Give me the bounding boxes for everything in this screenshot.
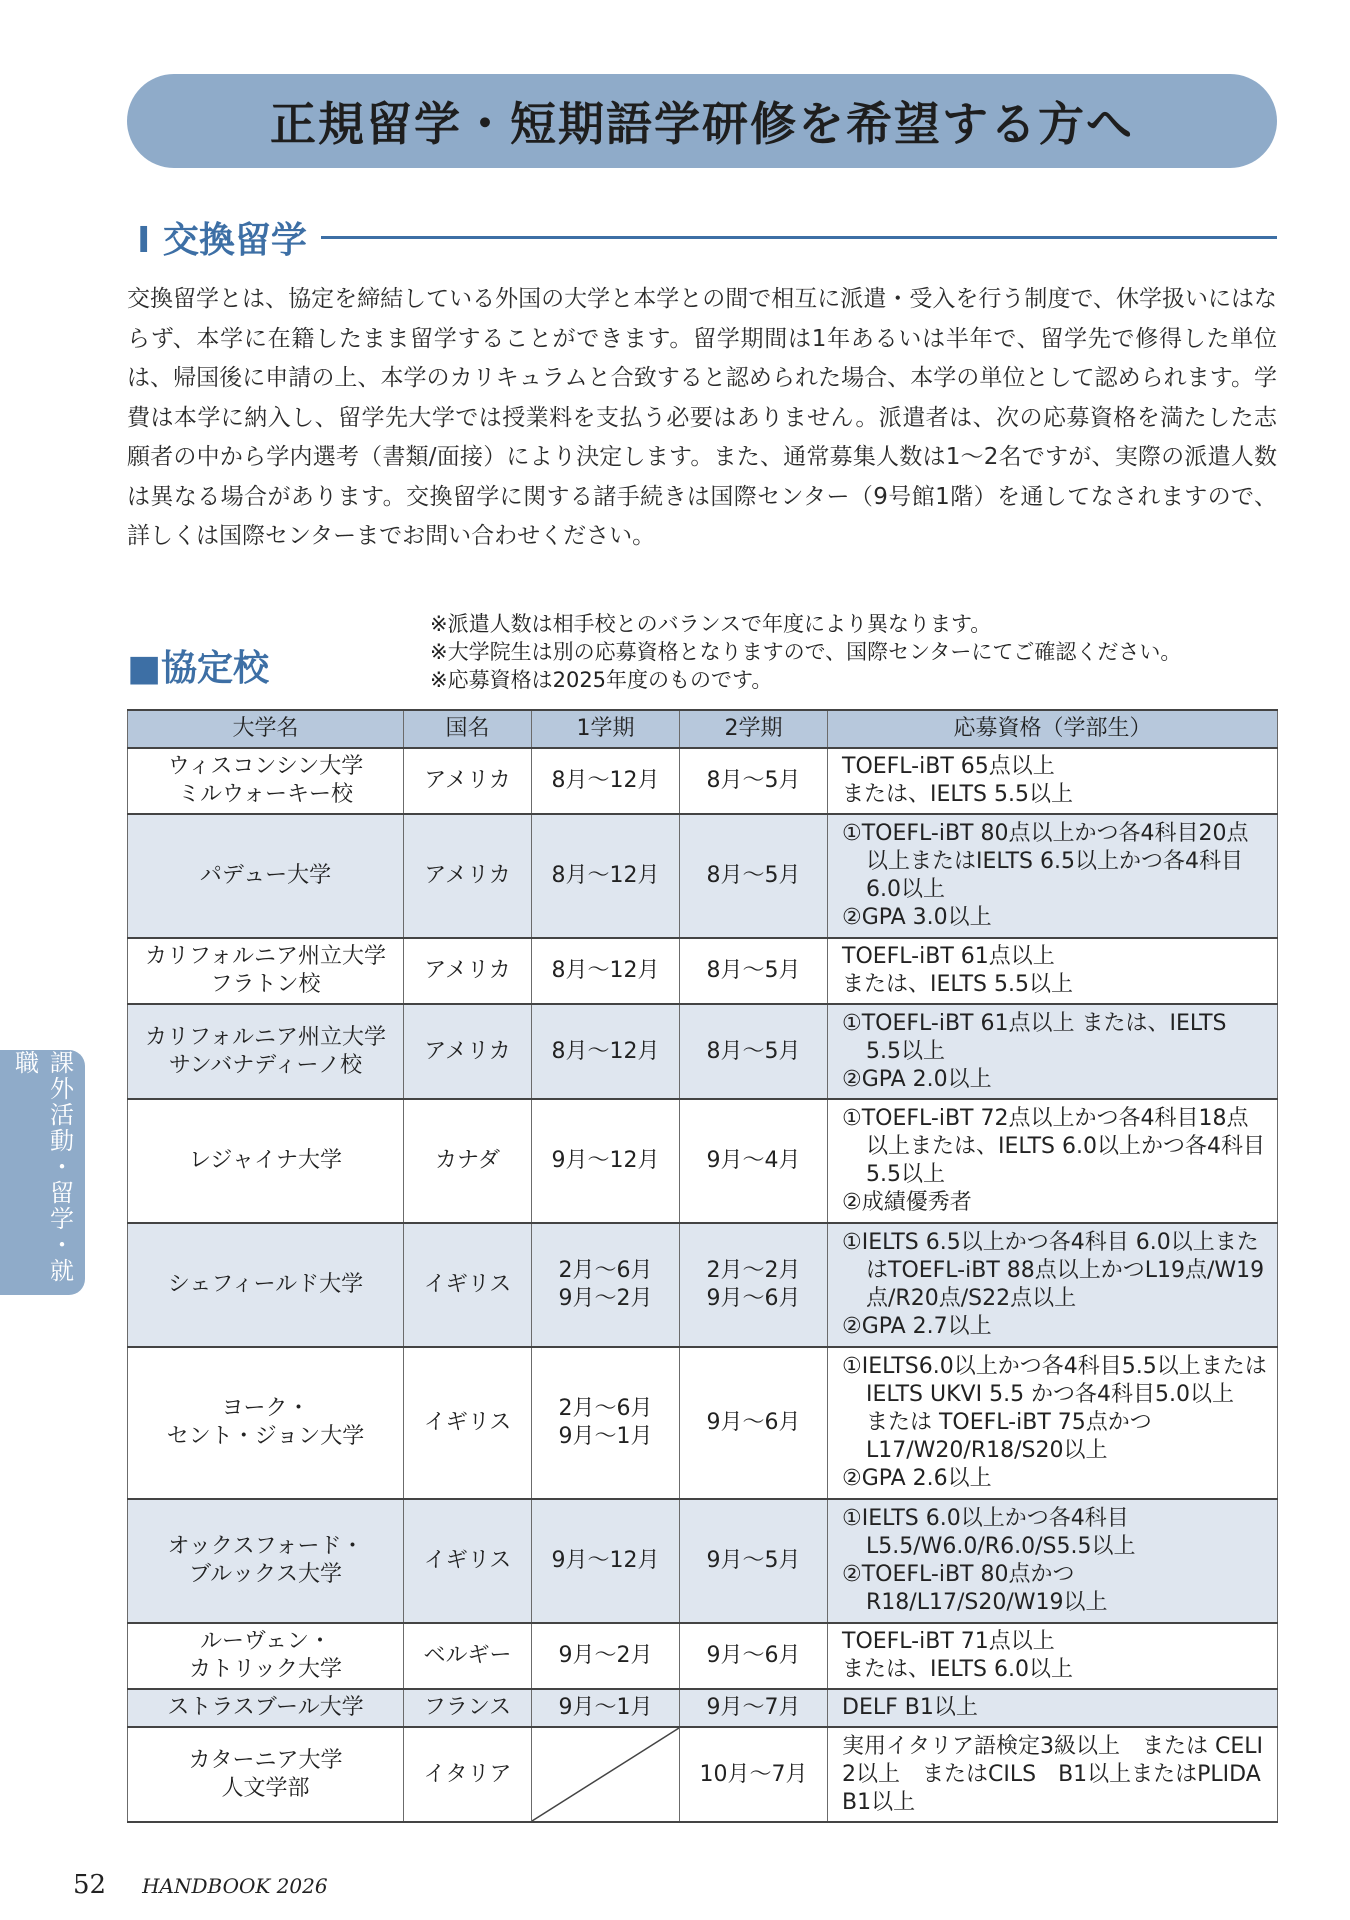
country-cell: アメリカ [404,748,532,814]
country-cell: アメリカ [404,1004,532,1099]
country-cell: イタリア [404,1727,532,1822]
university-cell: パデュー大学 [128,814,404,938]
requirements-cell: 実用イタリア語検定3級以上 または CELI 2以上 またはCILS B1以上またはPLIDA B1以上 [828,1727,1278,1822]
header-term2: 2学期 [680,710,828,748]
country-cell: ベルギー [404,1623,532,1689]
section-heading [137,212,1277,262]
term1-cell: 9月〜12月 [532,1099,680,1223]
header-term1: 1学期 [532,710,680,748]
university-cell: シェフィールド大学 [128,1223,404,1347]
note-line: ※応募資格は2025年度のものです。 [430,668,773,692]
term2-cell: 9月〜6月 [680,1623,828,1689]
side-tab-label: 課外活動・留学・就職 [10,1050,74,1284]
table-row [128,1689,1278,1727]
table-row [128,1099,1278,1223]
page-number: 52 [73,1870,107,1900]
intro-paragraph: 交換留学とは、協定を締結している外国の大学と本学との間で相互に派遣・受入を行う制度で、休学扱いにはならず、本学に在籍したまま留学することができます。留学期間は1年あるいは半年で、留学先で修得した単位は、帰国後に申請の上、本学のカリキュラムと合致すると認められた場合、本学の単位として認められます。学費は本学に納入し、留学先大学では授業料を支払う必要はありません。派遣者は、次の応募資格を満たした志願者の中から学内選考（書類/面接）により決定します。また、通常募集人数は1〜2名ですが、実際の派遣人数は異なる場合があります。交換留学に関する諸手続きは国際センター（9号館1階）を通してなされますので、詳しくは国際センターまでお問い合わせください。 [127,286,1277,549]
country-cell: イギリス [404,1223,532,1347]
term1-cell: 9月〜12月 [532,1499,680,1623]
term2-cell: 8月〜5月 [680,748,828,814]
requirements-cell: ①IELTS 6.0以上かつ各4科目 L5.5/W6.0/R6.0/S5.5以上 ②TOEFL-iBT 80点かつ R18/L17/S20/W19以上 [828,1499,1278,1623]
section-rule [321,236,1277,239]
university-cell: オックスフォード・ ブルックス大学 [128,1499,404,1623]
university-cell: ウィスコンシン大学 ミルウォーキー校 [128,748,404,814]
requirements-cell: DELF B1以上 [828,1689,1278,1727]
section-title: I 交換留学 [137,219,307,261]
country-cell: イギリス [404,1347,532,1499]
notes [430,610,1181,694]
country-cell: アメリカ [404,938,532,1004]
country-cell: アメリカ [404,814,532,938]
title-banner [127,74,1277,168]
requirements-cell: ①TOEFL-iBT 72点以上かつ各4科目18点以上または、IELTS 6.0以上かつ各4科目5.5以上 ②成績優秀者 [828,1099,1278,1223]
university-cell: レジャイナ大学 [128,1099,404,1223]
footer [73,1870,328,1900]
term1-cell: 9月〜2月 [532,1623,680,1689]
term2-cell: 9月〜6月 [680,1347,828,1499]
diagonal-slash [532,1728,679,1821]
table-row [128,1499,1278,1623]
table-row [128,814,1278,938]
university-cell: ストラスブール大学 [128,1689,404,1727]
term2-cell: 8月〜5月 [680,1004,828,1099]
term2-cell: 9月〜7月 [680,1689,828,1727]
requirements-cell: TOEFL-iBT 71点以上 または、IELTS 6.0以上 [828,1623,1278,1689]
side-tab [0,1050,85,1295]
footer-label: HANDBOOK 2026 [142,1874,328,1898]
requirements-cell: ①IELTS 6.5以上かつ各4科目 6.0以上またはTOEFL-iBT 88点以上かつL19点/W19点/R20点/S22点以上 ②GPA 2.7以上 [828,1223,1278,1347]
requirements-cell: TOEFL-iBT 61点以上 または、IELTS 5.5以上 [828,938,1278,1004]
term1-cell-empty [532,1727,680,1822]
term2-cell: 10月〜7月 [680,1727,828,1822]
table-row [128,1223,1278,1347]
table-header-row [128,710,1278,748]
requirements-cell: ①TOEFL-iBT 61点以上 または、IELTS 5.5以上 ②GPA 2.0以上 [828,1004,1278,1099]
term1-cell: 2月〜6月 9月〜2月 [532,1223,680,1347]
term1-cell: 9月〜1月 [532,1689,680,1727]
term2-cell: 9月〜5月 [680,1499,828,1623]
term2-cell: 8月〜5月 [680,938,828,1004]
university-cell: カリフォルニア州立大学 フラトン校 [128,938,404,1004]
partners-heading: ■協定校 [127,648,270,689]
university-cell: カリフォルニア州立大学 サンバナディーノ校 [128,1004,404,1099]
university-cell: ルーヴェン・ カトリック大学 [128,1623,404,1689]
term1-cell: 8月〜12月 [532,814,680,938]
page-title: 正規留学・短期語学研修を希望する方へ [270,97,1134,151]
term1-cell: 8月〜12月 [532,748,680,814]
table-row [128,1004,1278,1099]
requirements-cell: ①IELTS6.0以上かつ各4科目5.5以上またはIELTS UKVI 5.5 かつ各4科目5.0以上 または TOEFL-iBT 75点かつL17/W20/R18/S20以上 ②GPA 2.6以上 [828,1347,1278,1499]
header-requirements: 応募資格（学部生） [828,710,1278,748]
header-country: 国名 [404,710,532,748]
term2-cell: 8月〜5月 [680,814,828,938]
university-cell: ヨーク・ セント・ジョン大学 [128,1347,404,1499]
table-row [128,1623,1278,1689]
country-cell: イギリス [404,1499,532,1623]
requirements-cell: TOEFL-iBT 65点以上 または、IELTS 5.5以上 [828,748,1278,814]
term1-cell: 8月〜12月 [532,938,680,1004]
table-row [128,1727,1278,1822]
term1-cell: 8月〜12月 [532,1004,680,1099]
note-line: ※大学院生は別の応募資格となりますので、国際センターにてご確認ください。 [430,640,1182,664]
note-line: ※派遣人数は相手校とのバランスで年度により異なります。 [430,612,992,636]
term2-cell: 9月〜4月 [680,1099,828,1223]
table-row [128,748,1278,814]
term2-cell: 2月〜2月 9月〜6月 [680,1223,828,1347]
requirements-cell: ①TOEFL-iBT 80点以上かつ各4科目20点以上またはIELTS 6.5以上かつ各4科目 6.0以上 ②GPA 3.0以上 [828,814,1278,938]
country-cell: カナダ [404,1099,532,1223]
table-row [128,938,1278,1004]
partner-schools-table [127,709,1283,1823]
header-university: 大学名 [128,710,404,748]
country-cell: フランス [404,1689,532,1727]
term1-cell: 2月〜6月 9月〜1月 [532,1347,680,1499]
university-cell: カターニア大学 人文学部 [128,1727,404,1822]
table-row [128,1347,1278,1499]
